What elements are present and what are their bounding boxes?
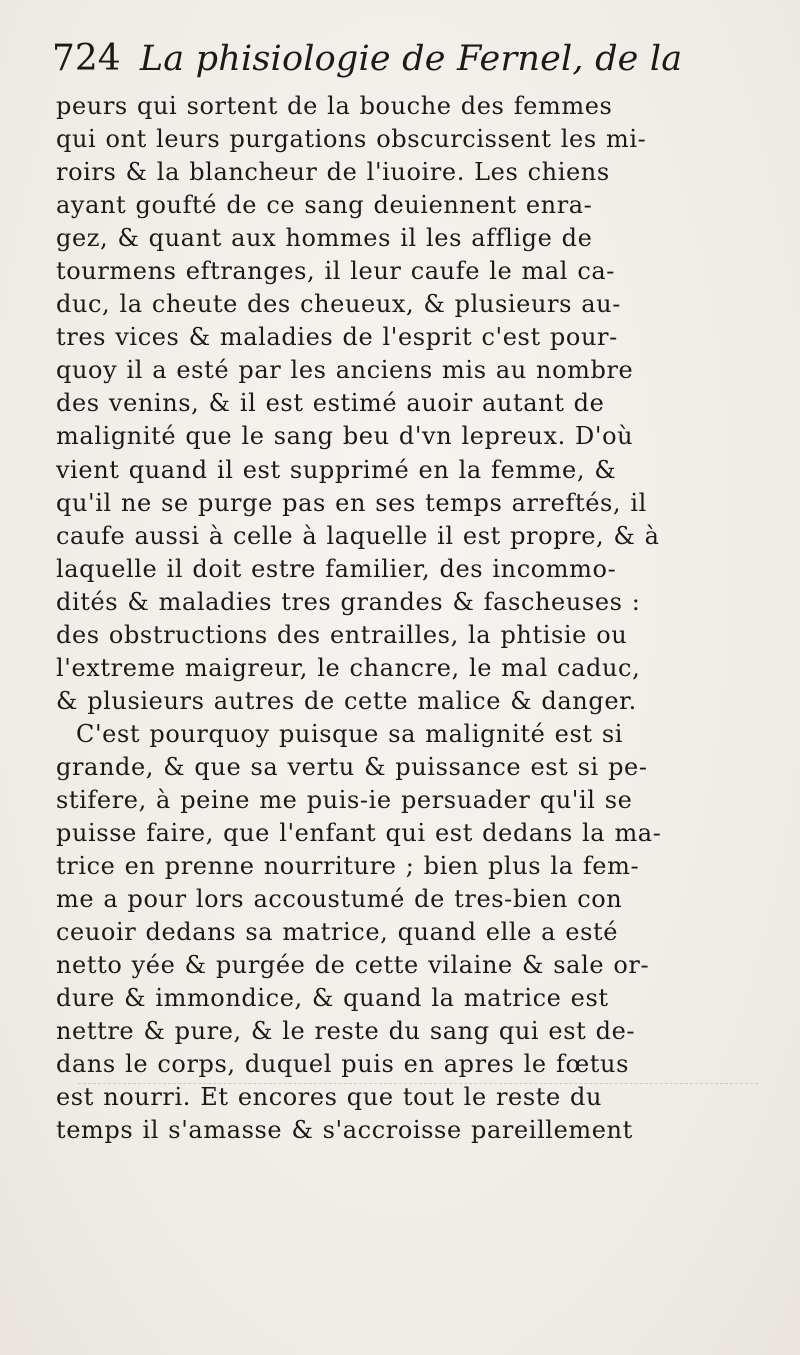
- text-line: duc, la cheute des cheueux, & plusieurs au-: [56, 290, 621, 319]
- text-line: nettre & pure, & le reste du sang qui est de-: [56, 1017, 636, 1046]
- text-line: roirs & la blancheur de l'iuoire. Les chiens: [56, 158, 610, 187]
- page-number: 724: [52, 38, 121, 79]
- text-line: des obstructions des entrailles, la phtisie ou: [56, 620, 628, 649]
- text-line: trice en prenne nourriture ; bien plus la fem-: [56, 852, 640, 881]
- text-line: gez, & quant aux hommes il les afflige de: [56, 224, 593, 253]
- text-line: ceuoir dedans sa matrice, quand elle a esté: [56, 918, 619, 947]
- page-header: [52, 38, 772, 98]
- text-line: me a pour lors accoustumé de tres-bien con: [56, 885, 623, 914]
- paragraph-start-line: C'est pourquoy puisque sa malignité est si: [76, 719, 624, 748]
- text-line: netto yée & purgée de cette vilaine & sale or-: [56, 951, 650, 980]
- text-line: laquelle il doit estre familier, des incommo-: [56, 554, 617, 583]
- text-line: tourmens eftranges, il leur caufe le mal ca-: [56, 257, 615, 286]
- text-line: & plusieurs autres de cette malice & danger.: [56, 686, 637, 715]
- text-line: temps il s'amasse & s'accroisse pareillement: [56, 1116, 633, 1145]
- text-line: peurs qui sortent de la bouche des femmes: [56, 92, 613, 120]
- text-line: vient quand il est supprimé en la femme, &: [56, 455, 617, 484]
- text-line: stifere, à peine me puis-ie persuader qu'il se: [56, 785, 633, 814]
- text-line: des venins, & il est estimé auoir autant de: [56, 389, 605, 418]
- text-line: grande, & que sa vertu & puissance est si pe-: [56, 752, 648, 781]
- text-line: quoy il a esté par les anciens mis au nombre: [56, 356, 634, 385]
- text-line: dités & maladies tres grandes & fascheuses :: [56, 587, 641, 616]
- text-line: malignité que le sang beu d'vn lepreux. D'où: [56, 422, 634, 451]
- text-line: qui ont leurs purgations obscurcissent les mi-: [56, 125, 647, 154]
- text-line: ayant goufté de ce sang deuiennent enra-: [56, 191, 593, 220]
- text-line: tres vices & maladies de l'esprit c'est pour-: [56, 323, 618, 352]
- bottom-rule: [78, 1083, 758, 1084]
- body-text: [56, 90, 776, 1148]
- text-line: est nourri. Et encores que tout le reste du: [56, 1083, 603, 1112]
- text-line: qu'il ne se purge pas en ses temps arreftés, il: [56, 488, 647, 517]
- text-line: puisse faire, que l'enfant qui est dedans la ma-: [56, 819, 662, 848]
- text-line: caufe aussi à celle à laquelle il est propre, & à: [56, 521, 660, 550]
- text-line: dure & immondice, & quand la matrice est: [56, 984, 609, 1013]
- running-title: La phisiologie de Fernel, de la: [139, 39, 683, 79]
- text-line: dans le corps, duquel puis en apres le fœtus: [56, 1050, 629, 1079]
- text-line: l'extreme maigreur, le chancre, le mal caduc,: [56, 653, 641, 682]
